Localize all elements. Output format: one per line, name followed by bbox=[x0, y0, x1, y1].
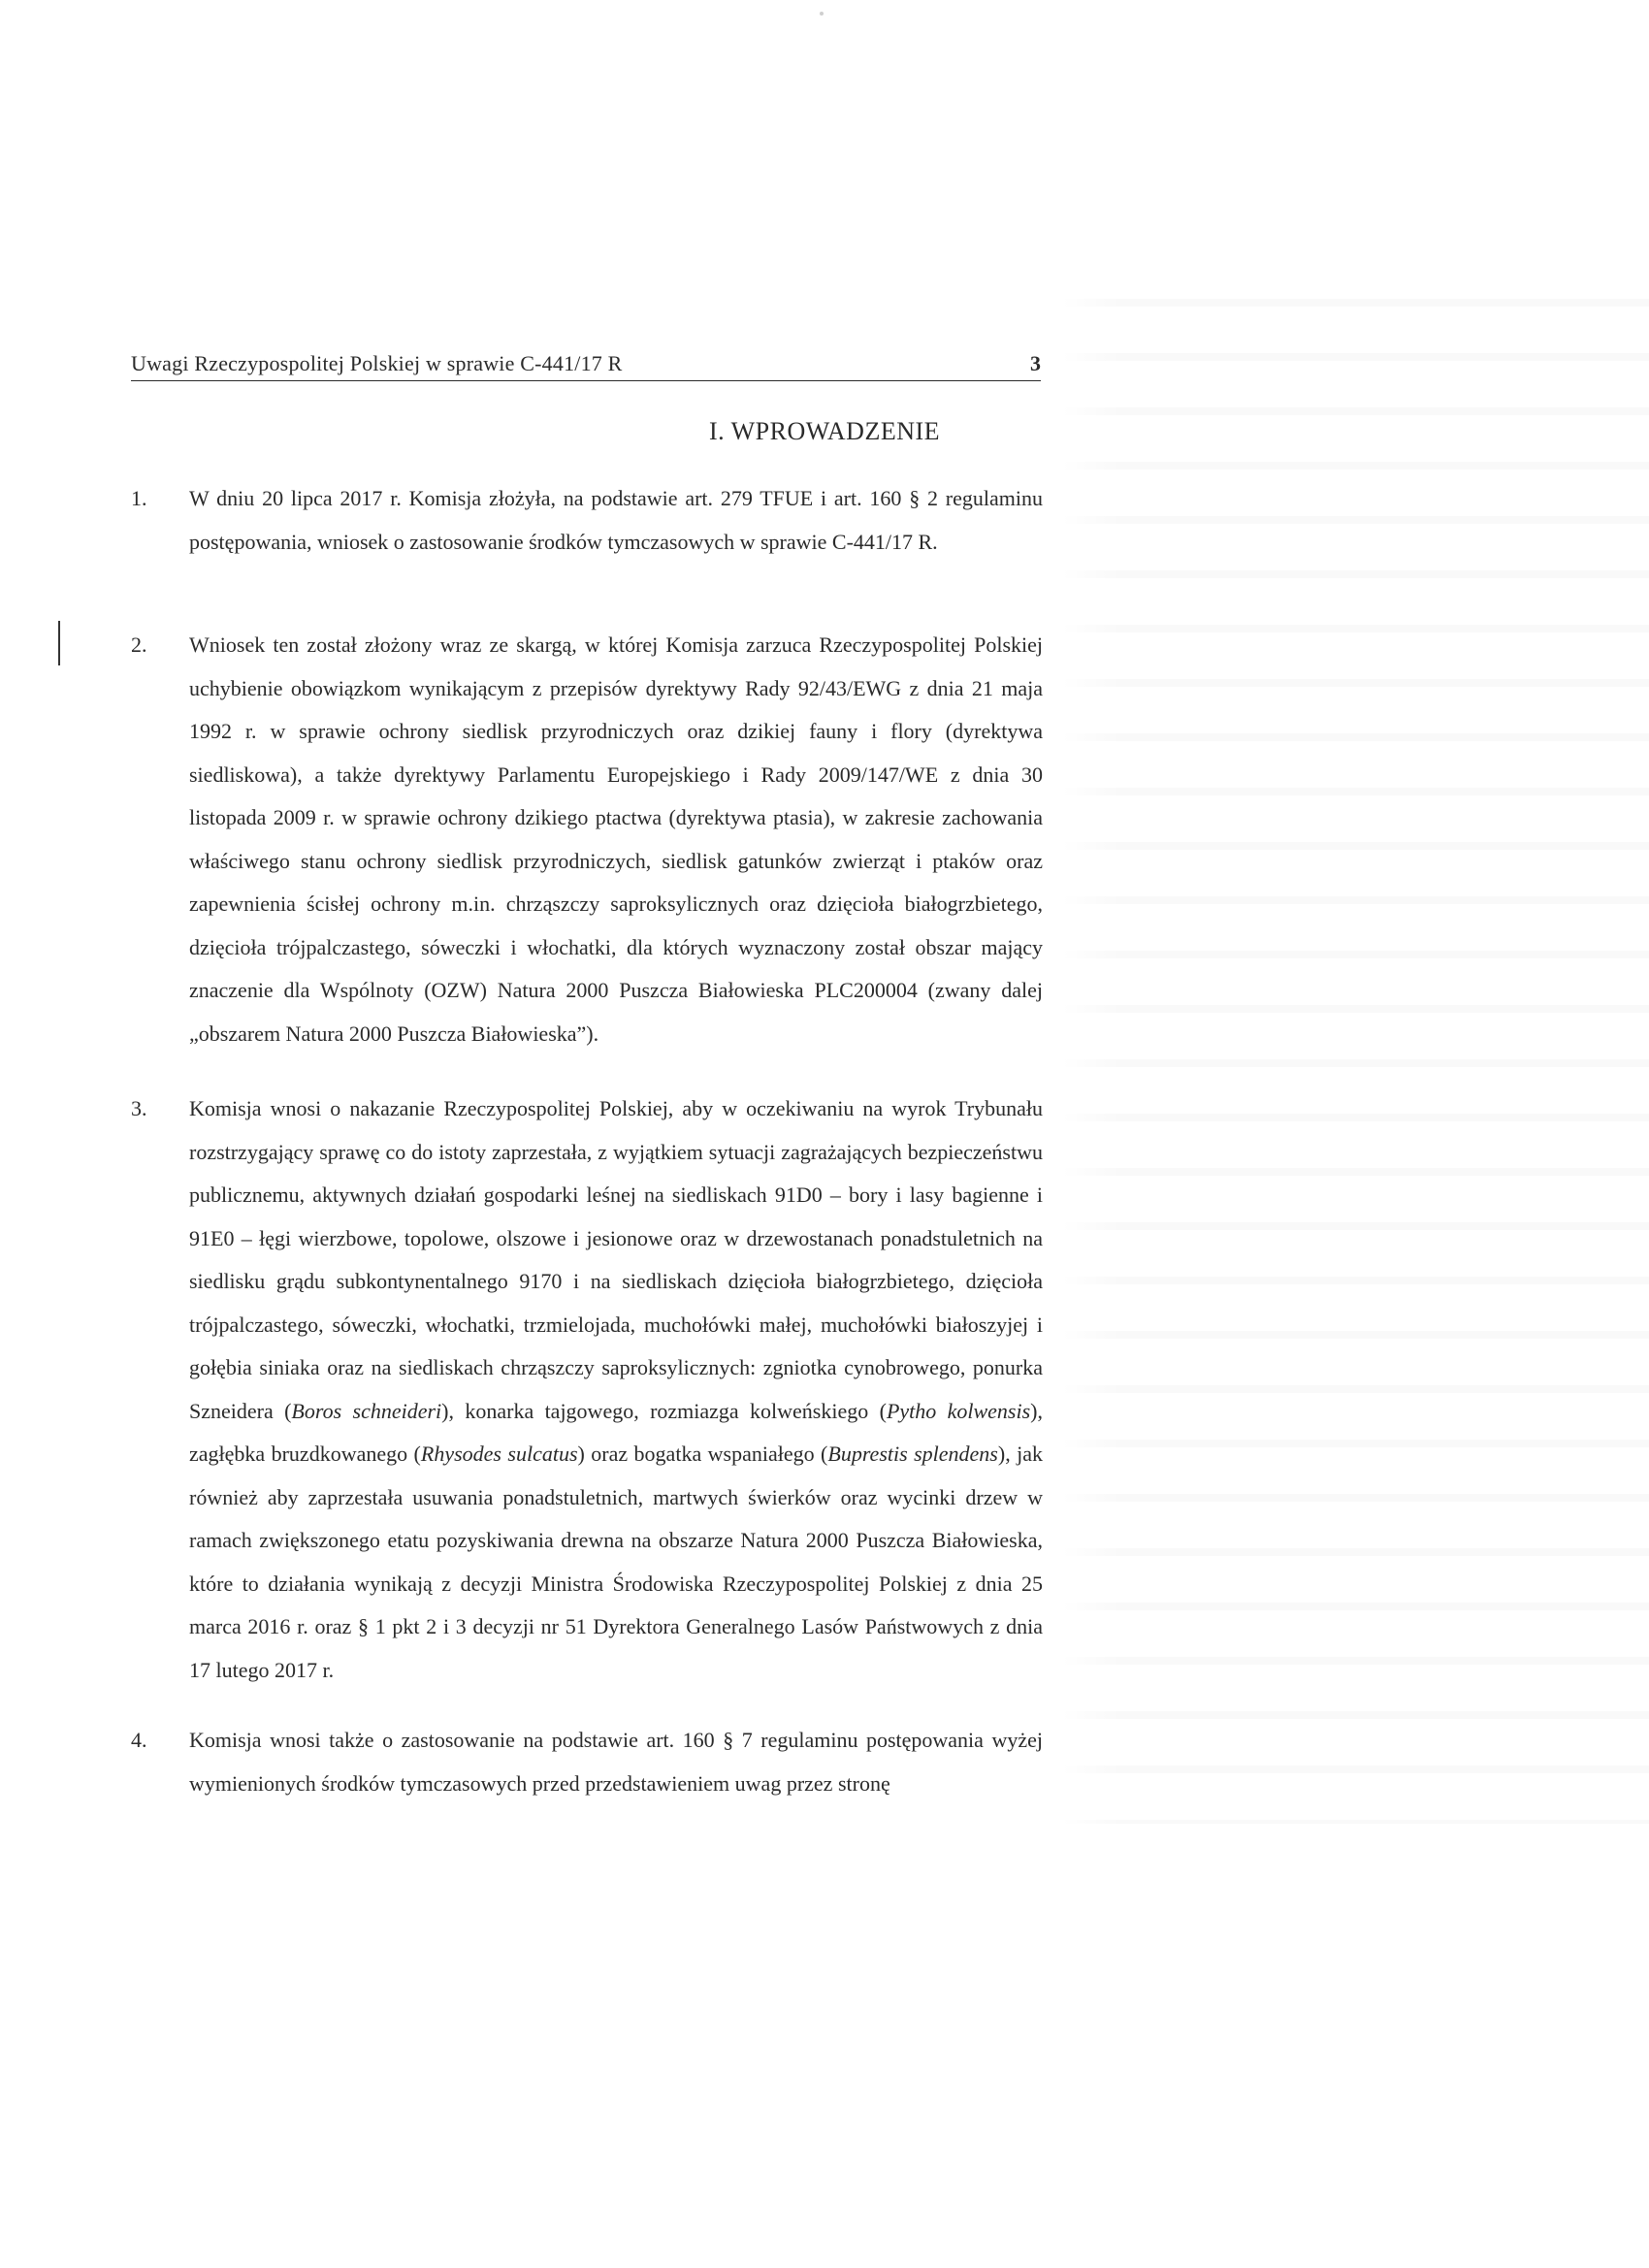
page-number: 3 bbox=[1030, 351, 1041, 375]
paragraph-2 bbox=[131, 624, 1043, 1055]
paragraph-text: Wniosek ten został złożony wraz ze skargą, w której Komisja zarzuca Rzeczypospolitej Polskiej uchybienie obowiązkom wynikającym z przepisów dyrektywy Rady 92/43/EWG z dnia 21 maja 1992 r. w sprawie ochrony siedlisk przyrodniczych oraz dzikiej fauny i flory (dyrektywa siedliskowa), a także dyrektywy Parlamentu Europejskiego i Rady 2009/147/WE z dnia 30 listopada 2009 r. w sprawie ochrony dzikiego ptactwa (dyrektywa ptasia), w zakresie zachowania właściwego stanu ochrony siedlisk przyrodniczych, siedlisk gatunków zwierząt i ptaków oraz zapewnienia ścisłej ochrony m.in. chrząszczy saproksylicznych oraz dzięcioła białogrzbietego, dzięcioła trójpalczastego, sóweczki i włochatki, dla których wyznaczony został obszar mający znaczenie dla Wspólnoty (OZW) Natura 2000 Puszcza Białowieska PLC200004 (zwany dalej „obszarem Natura 2000 Puszcza Białowieska”). bbox=[189, 632, 1043, 1046]
bleed-through-fade bbox=[1062, 272, 1120, 1824]
text-run: ) oraz bogatka wspaniałego ( bbox=[577, 1442, 828, 1466]
running-header bbox=[131, 345, 1041, 381]
latin-species-name: Boros schneideri bbox=[291, 1398, 442, 1423]
text-run: ), konarka tajgowego, rozmiazga kolweńskiego ( bbox=[441, 1398, 887, 1423]
text-run: Komisja wnosi o nakazanie Rzeczypospolitej Polskiej, aby w oczekiwaniu na wyrok Trybunału rozstrzygający sprawę co do istoty zaprzestała, z wyjątkiem sytuacji zagrażających bezpieczeństwu publicznemu, aktywnych działań gospodarki leśnej na siedliskach 91D0 – bory i lasy bagienne i 91E0 – łęgi wierzbowe, topolowe, olszowe i jesionowe oraz w drzewostanach ponadstuletnich na siedlisku grądu subkontynentalnego 9170 i na siedliskach dzięcioła białogrzbietego, dzięcioła trójpalczastego, sóweczki, włochatki, trzmielojada, muchołówki małej, muchołówki białoszyjej i gołębia siniaka oraz na siedliskach chrząszczy saproksylicznych: zgniotka cynobrowego, ponurka Szneidera ( bbox=[189, 1096, 1043, 1423]
bleed-through-shadow bbox=[1062, 272, 1649, 1824]
paragraph-number: 1. bbox=[131, 486, 147, 510]
paragraph-text: Komisja wnosi także o zastosowanie na podstawie art. 160 § 7 regulaminu postępowania wyżej wymienionych środków tymczasowych przed przedstawieniem uwag przez stronę bbox=[189, 1728, 1043, 1796]
paragraph-number: 2. bbox=[131, 632, 147, 657]
text-run: ), zagłębka bruzdkowanego ( bbox=[189, 1398, 1043, 1466]
latin-species-name: Pytho kolwensis bbox=[886, 1398, 1031, 1423]
paragraph-4 bbox=[131, 1719, 1043, 1805]
paragraph-text bbox=[189, 1087, 1043, 1692]
margin-change-bar bbox=[58, 621, 60, 665]
paragraph-number: 4. bbox=[131, 1728, 147, 1752]
text-run: ), jak również aby zaprzestała usuwania ponadstuletnich, martwych świerków oraz wycinki drzew w ramach zwiększonego etatu pozyskiwania drewna na obszarze Natura 2000 Puszcza Białowieska, które to działania wynikają z decyzji Ministra Środowiska Rzeczypospolitej Polskiej z dnia 25 marca 2016 r. oraz § 1 pkt 2 i 3 decyzji nr 51 Dyrektora Generalnego Lasów Państwowych z dnia 17 lutego 2017 r. bbox=[189, 1442, 1044, 1682]
paragraph-text: W dniu 20 lipca 2017 r. Komisja złożyła, na podstawie art. 279 TFUE i art. 160 § 2 regulaminu postępowania, wniosek o zastosowanie środków tymczasowych w sprawie C-441/17 R. bbox=[189, 486, 1043, 554]
section-title: I. WPROWADZENIE bbox=[708, 417, 941, 445]
scan-speck bbox=[820, 12, 824, 16]
latin-species-name: Buprestis splendens bbox=[827, 1442, 998, 1466]
paragraph-1 bbox=[131, 477, 1043, 564]
paragraph-3 bbox=[131, 1087, 1043, 1692]
latin-species-name: Rhysodes sulcatus bbox=[420, 1442, 578, 1466]
paragraph-number: 3. bbox=[131, 1096, 147, 1120]
header-title: Uwagi Rzeczypospolitej Polskiej w sprawie C-441/17 R bbox=[131, 351, 623, 375]
